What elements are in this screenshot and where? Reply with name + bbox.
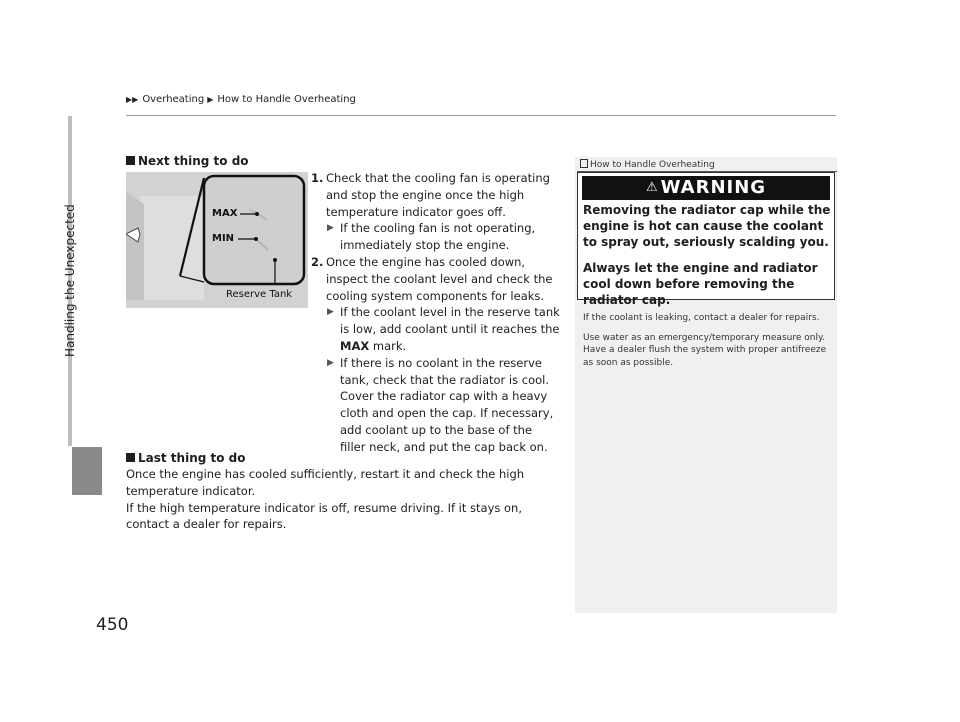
breadcrumb-item[interactable]: How to Handle Overheating xyxy=(217,94,356,105)
next-thing-steps xyxy=(311,170,560,456)
next-thing-heading: Next thing to do xyxy=(126,154,249,168)
step-item xyxy=(311,254,560,304)
header-divider xyxy=(126,115,836,116)
page-number: 450 xyxy=(96,615,129,635)
substep-arrow-icon: ▶ xyxy=(327,223,334,234)
note-paragraph: If the coolant is leaking, contact a dealer for repairs. xyxy=(583,313,820,323)
step-substep xyxy=(314,304,560,354)
step-number: 2. xyxy=(311,254,324,269)
warning-title-bar xyxy=(582,176,830,200)
bullet-square-icon xyxy=(126,453,135,462)
substep-arrow-icon: ▶ xyxy=(327,357,334,368)
min-label: MIN xyxy=(212,233,235,244)
max-mark-text: MAX xyxy=(340,338,370,353)
substep-text: If there is no coolant in the reserve tank, check that the radiator is cool. Cover the radiator cap with a heavy cloth and open the cap. If necessary, add coolant up to the base of the filler neck, and put the cap back on. xyxy=(340,355,554,454)
note-icon xyxy=(580,159,588,168)
warning-text xyxy=(583,202,833,317)
side-note-text xyxy=(583,312,833,377)
last-thing-body xyxy=(126,466,566,533)
last-thing-heading: Last thing to do xyxy=(126,451,246,465)
step-text: Once the engine has cooled down, inspect the coolant level and check the cooling system components for leaks. xyxy=(326,254,553,303)
breadcrumb xyxy=(126,94,356,105)
note-paragraph: Use water as an emergency/temporary measure only. Have a dealer flush the system with proper antifreeze as soon as possible. xyxy=(583,333,827,368)
bullet-square-icon xyxy=(126,156,135,165)
step-number: 1. xyxy=(311,171,324,185)
section-tab xyxy=(60,116,80,446)
warning-paragraph: Removing the radiator cap while the engine is hot can cause the coolant to spray out, seriously scalding you. xyxy=(583,203,831,250)
paragraph: If the high temperature indicator is off, resume driving. If it stays on, contact a dealer for repairs. xyxy=(126,500,523,532)
step-substep xyxy=(314,355,560,456)
reserve-tank-figure xyxy=(126,172,308,308)
substep-text: If the cooling fan is not operating, immediately stop the engine. xyxy=(340,221,536,253)
breadcrumb-item[interactable]: Overheating xyxy=(142,94,205,105)
breadcrumb-arrow-icon: ▶ xyxy=(207,95,214,104)
substep-text: If the coolant level in the reserve tank is low, add coolant until it reaches the xyxy=(340,305,560,337)
section-tab-marker xyxy=(72,447,102,495)
side-note-heading: How to Handle Overheating xyxy=(580,159,715,170)
step-item xyxy=(311,170,560,220)
max-label: MAX xyxy=(212,208,238,219)
substep-arrow-icon: ▶ xyxy=(327,307,334,318)
warning-triangle-icon: ⚠ xyxy=(645,180,659,195)
substep-text-end: mark. xyxy=(372,338,407,353)
warning-title: WARNING xyxy=(660,177,767,198)
paragraph: Once the engine has cooled sufficiently, restart it and check the high temperature indicator. xyxy=(126,467,525,498)
breadcrumb-arrow-icon: ▶▶ xyxy=(126,95,139,104)
warning-paragraph: Always let the engine and radiator cool down before removing the radiator cap. xyxy=(583,260,818,308)
step-substep xyxy=(314,220,560,254)
reserve-tank-label: Reserve Tank xyxy=(226,289,293,300)
section-tab-label: Handling the Unexpected xyxy=(63,204,77,358)
step-text: Check that the cooling fan is operating and stop the engine once the high temperature indicator goes off. xyxy=(326,171,550,219)
